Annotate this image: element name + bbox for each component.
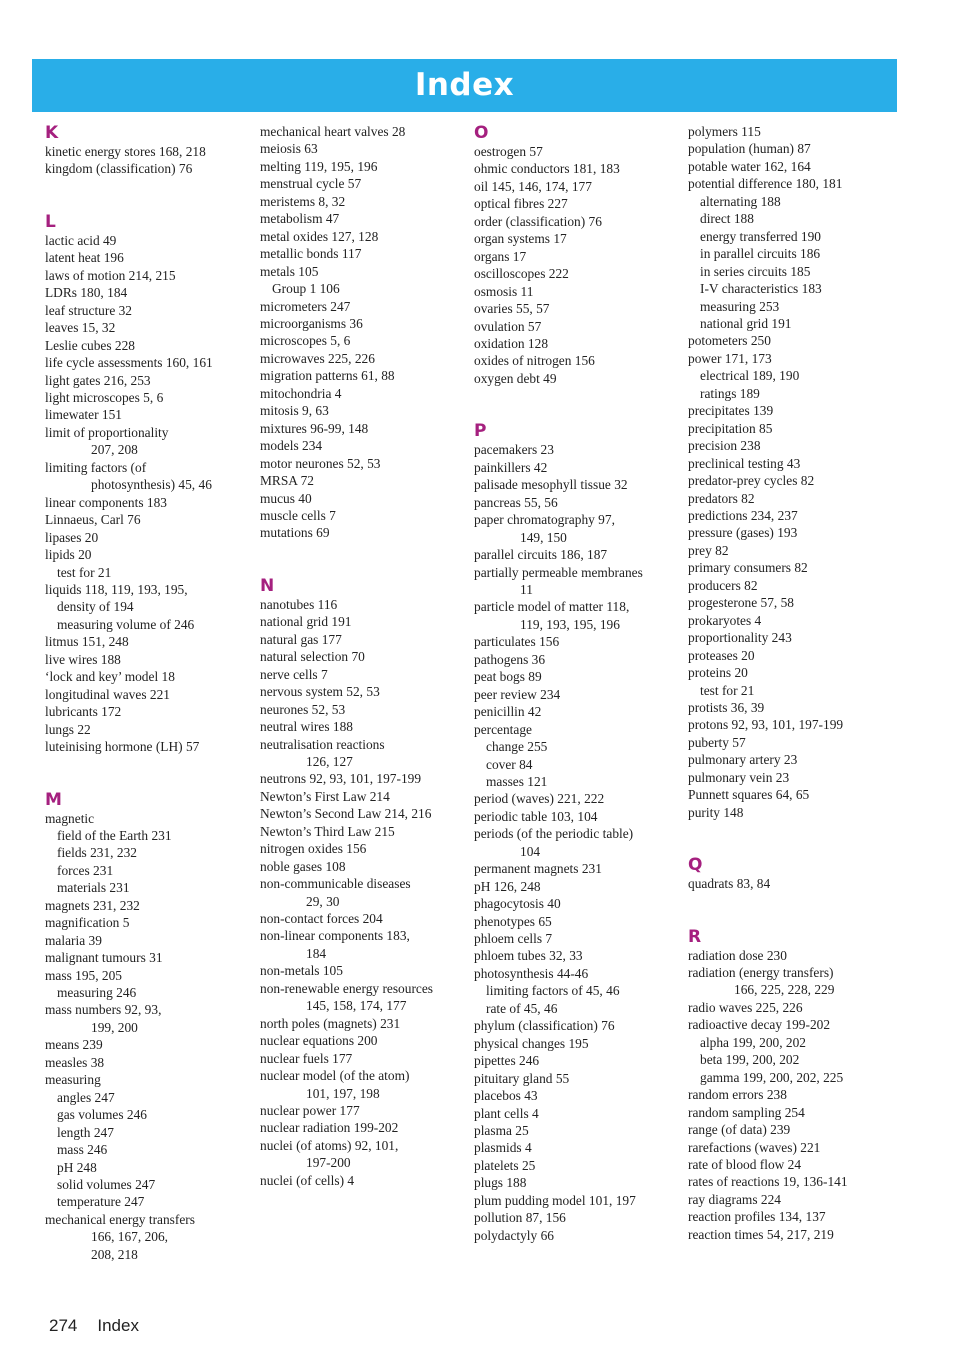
index-entry: laws of motion 214, 215 [45,267,176,283]
index-entry: models 234 [260,438,323,454]
index-entry: micrometers 247 [260,298,351,314]
index-entry: platelets 25 [474,1157,536,1173]
index-entry: measles 38 [45,1054,105,1070]
index-subentry: alpha 199, 200, 202 [700,1034,806,1050]
index-subentry: field of the Earth 231 [57,827,172,843]
index-entry: pulmonary artery 23 [688,752,798,768]
index-entry: migration patterns 61, 88 [260,368,395,384]
index-continuation: 29, 30 [306,893,340,909]
index-entry: peer review 234 [474,686,561,702]
index-subentry: length 247 [57,1124,114,1140]
index-entry: permanent magnets 231 [474,861,602,877]
index-subentry: change 255 [486,739,548,755]
index-entry: organ systems 17 [474,231,567,247]
index-entry: ohmic conductors 181, 183 [474,161,620,177]
index-entry: Leslie cubes 228 [45,337,135,353]
index-entry: preclinical testing 43 [688,455,801,471]
title-banner [32,59,897,112]
index-entry: radioactive decay 199-202 [688,1017,831,1033]
index-entry: non-metals 105 [260,963,343,979]
index-entry: neutral wires 188 [260,719,353,735]
index-entry: non-contact forces 204 [260,911,383,927]
index-entry: rates of reactions 19, 136-141 [688,1174,848,1190]
index-continuation: 208, 218 [91,1246,138,1262]
index-entry: pacemakers 23 [474,442,554,458]
index-subentry: materials 231 [57,880,130,896]
index-entry: limit of proportionality [45,424,169,440]
index-entry: limewater 151 [45,407,122,423]
index-entry: lungs 22 [45,721,91,737]
index-continuation: 104 [520,843,541,859]
index-entry: non-renewable energy resources [260,980,434,996]
index-entry: nitrogen oxides 156 [260,841,367,857]
index-entry: protons 92, 93, 101, 197-199 [688,717,844,733]
index-entry: pulmonary vein 23 [688,769,790,785]
index-entry: rate of blood flow 24 [688,1157,802,1173]
index-subentry: temperature 247 [57,1194,145,1210]
index-entry: mitosis 9, 63 [260,403,329,419]
index-entry: oestrogen 57 [474,144,543,159]
index-entry: meiosis 63 [260,141,318,157]
index-entry: purity 148 [688,804,744,820]
index-entry: malignant tumours 31 [45,950,163,966]
index-entry: mixtures 96-99, 148 [260,420,369,436]
index-entry: Newton’s First Law 214 [260,788,390,804]
index-subentry: mass 246 [57,1142,108,1158]
index-entry: placebos 43 [474,1088,538,1104]
index-entry: nuclear fuels 177 [260,1050,353,1066]
index-entry: linear components 183 [45,494,167,510]
index-entry: neutralisation reactions [260,736,385,752]
index-entry: nervous system 52, 53 [260,684,380,700]
index-entry: ‘lock and key’ model 18 [45,669,175,685]
index-entry: period (waves) 221, 222 [474,791,605,807]
index-entry: north poles (magnets) 231 [260,1015,401,1031]
index-entry: mechanical heart valves 28 [260,124,406,139]
section-gap [688,821,903,855]
index-entry: mass 195, 205 [45,967,122,983]
index-continuation: 145, 158, 174, 177 [306,998,407,1014]
index-column-2 [260,123,465,1189]
index-entry: reaction times 54, 217, 219 [688,1226,834,1242]
index-entry: predictions 234, 237 [688,507,798,523]
index-entry: plugs 188 [474,1175,527,1191]
index-entry: kinetic energy stores 168, 218 [45,144,206,159]
section-gap [45,756,250,790]
index-entry: physical changes 195 [474,1035,589,1051]
index-subentry: Group 1 106 [272,281,340,297]
index-entry: nuclear model (of the atom) [260,1068,410,1084]
index-entry: magnetic [45,810,95,826]
index-entry: progesterone 57, 58 [688,595,794,611]
index-subentry: gas volumes 246 [57,1107,148,1123]
index-subentry: energy transferred 190 [700,228,821,244]
index-entry: natural selection 70 [260,649,365,665]
index-entry: phylum (classification) 76 [474,1018,615,1034]
index-continuation: 166, 167, 206, [91,1229,168,1245]
index-entry: predator-prey cycles 82 [688,473,815,489]
index-subentry: solid volumes 247 [57,1177,156,1193]
index-entry: pollution 87, 156 [474,1210,566,1226]
index-entry: painkillers 42 [474,459,548,475]
section-gap [474,387,679,421]
index-entry: phenotypes 65 [474,913,552,929]
section-gap [45,178,250,212]
index-entry: pH 126, 248 [474,878,541,894]
section-letter: P [474,421,487,442]
index-subentry: limiting factors of 45, 46 [486,983,620,999]
index-entry: range (of data) 239 [688,1122,791,1138]
index-entry: melting 119, 195, 196 [260,158,378,174]
index-entry: periods (of the periodic table) [474,826,634,842]
index-entry: noble gases 108 [260,858,346,874]
section-letter: O [474,123,489,143]
index-entry: producers 82 [688,577,758,593]
index-subentry: angles 247 [57,1089,115,1105]
index-entry: proteases 20 [688,647,755,663]
index-entry: limiting factors (of [45,459,147,475]
index-entry: pituitary gland 55 [474,1070,570,1086]
index-entry: reaction profiles 134, 137 [688,1209,826,1225]
index-entry: LDRs 180, 184 [45,285,128,301]
index-entry: particulates 156 [474,634,560,650]
index-entry: oscilloscopes 222 [474,266,569,282]
index-entry: magnification 5 [45,915,130,931]
index-entry: lubricants 172 [45,704,122,720]
index-entry: pressure (gases) 193 [688,525,798,541]
index-entry: Newton’s Third Law 215 [260,823,395,839]
index-entry: nuclei (of atoms) 92, 101, [260,1137,399,1153]
index-entry: magnets 231, 232 [45,897,140,913]
index-entry: leaves 15, 32 [45,320,116,336]
index-continuation: 197-200 [306,1155,351,1171]
index-entry: live wires 188 [45,651,121,667]
section-letter: R [688,926,702,947]
index-entry: rarefactions (waves) 221 [688,1139,821,1155]
index-continuation: 101, 197, 198 [306,1085,380,1101]
index-entry: MRSA 72 [260,473,314,489]
index-entry: primary consumers 82 [688,560,808,576]
index-entry: means 239 [45,1037,103,1053]
index-entry: oxides of nitrogen 156 [474,353,595,369]
index-entry: mass numbers 92, 93, [45,1002,162,1018]
index-subentry: forces 231 [57,862,114,878]
index-entry: litmus 151, 248 [45,634,129,650]
index-entry: plum pudding model 101, 197 [474,1192,636,1208]
index-continuation: 166, 225, 228, 229 [734,982,835,998]
index-entry: ovulation 57 [474,318,542,334]
index-entry: microscopes 5, 6 [260,333,351,349]
index-entry: oxidation 128 [474,335,549,351]
index-subentry: density of 194 [57,599,134,615]
index-subentry: test for 21 [57,564,112,580]
index-subentry: direct 188 [700,211,754,227]
index-entry: radiation (energy transfers) [688,965,834,981]
index-entry: ray diagrams 224 [688,1191,781,1207]
index-subentry: I-V characteristics 183 [700,281,822,297]
index-entry: polydactyly 66 [474,1227,554,1243]
index-entry: leaf structure 32 [45,302,132,318]
page-footer [49,1316,159,1336]
index-entry: lactic acid 49 [45,232,117,248]
index-entry: radio waves 225, 226 [688,999,803,1015]
index-entry: precision 238 [688,438,761,454]
index-entry: nerve cells 7 [260,666,328,682]
index-entry: liquids 118, 119, 193, 195, [45,581,188,597]
index-entry: parallel circuits 186, 187 [474,547,608,563]
index-entry: meristems 8, 32 [260,193,346,209]
index-entry: microorganisms 36 [260,315,363,331]
index-entry: malaria 39 [45,932,102,948]
index-subentry: measuring volume of 246 [57,616,195,632]
index-entry: mutations 69 [260,525,330,541]
index-entry: light gates 216, 253 [45,372,151,388]
index-entry: ovaries 55, 57 [474,301,550,317]
index-entry: predators 82 [688,490,755,506]
index-entry: precipitation 85 [688,420,773,436]
index-entry: light microscopes 5, 6 [45,389,164,405]
page-number: 274 [49,1316,78,1335]
index-entry: random errors 238 [688,1087,787,1103]
index-entry: puberty 57 [688,734,746,750]
index-entry: national grid 191 [260,614,352,630]
index-entry: latent heat 196 [45,250,124,266]
index-entry: life cycle assessments 160, 161 [45,355,213,371]
index-column-4 [688,123,903,1243]
index-entry: kingdom (classification) 76 [45,161,193,177]
index-entry: nanotubes 116 [260,596,338,612]
index-entry: non-linear components 183, [260,928,410,944]
index-entry: mechanical energy transfers [45,1211,195,1227]
section-gap [688,893,903,927]
index-entry: potable water 162, 164 [688,158,811,174]
index-entry: nuclear equations 200 [260,1033,378,1049]
index-entry: photosynthesis 44-46 [474,965,589,981]
index-entry: metal oxides 127, 128 [260,228,379,244]
index-entry: partially permeable membranes [474,564,643,580]
index-entry: order (classification) 76 [474,213,602,229]
index-entry: muscle cells 7 [260,507,336,523]
index-entry: osmosis 11 [474,283,534,299]
index-subentry: in parallel circuits 186 [700,246,821,262]
index-entry: oil 145, 146, 174, 177 [474,178,592,194]
index-subentry: rate of 45, 46 [486,1000,558,1016]
index-subentry: pH 248 [57,1159,97,1175]
index-entry: radiation dose 230 [688,947,787,963]
index-entry: lipases 20 [45,529,99,545]
section-letter: N [260,575,275,596]
index-entry: longitudinal waves 221 [45,686,170,702]
index-subentry: gamma 199, 200, 202, 225 [700,1069,844,1085]
index-entry: plant cells 4 [474,1105,539,1121]
index-continuation: 207, 208 [91,442,138,458]
index-entry: precipitates 139 [688,403,774,419]
index-entry: palisade mesophyll tissue 32 [474,477,628,493]
index-entry: prey 82 [688,542,729,558]
page-title: Index [414,67,515,103]
index-subentry: national grid 191 [700,315,792,331]
index-subentry: measuring 246 [57,985,137,1001]
index-entry: proteins 20 [688,665,748,681]
index-entry: luteinising hormone (LH) 57 [45,739,200,755]
index-entry: metallic bonds 117 [260,246,362,262]
index-entry: mucus 40 [260,490,312,506]
section-letter: L [45,211,56,232]
index-subentry: fields 231, 232 [57,845,137,861]
index-entry: potometers 250 [688,333,771,349]
index-entry: neutrons 92, 93, 101, 197-199 [260,771,422,787]
index-subentry: electrical 189, 190 [700,368,800,384]
index-subentry: measuring 253 [700,298,780,314]
index-entry: lipids 20 [45,547,92,563]
index-entry: power 171, 173 [688,350,772,366]
index-entry: phagocytosis 40 [474,896,561,912]
index-entry: Punnett squares 64, 65 [688,787,810,803]
index-entry: measuring [45,1072,101,1088]
index-column-3 [474,123,679,1244]
index-entry: organs 17 [474,248,527,264]
index-entry: proportionality 243 [688,630,792,646]
index-subentry: test for 21 [700,682,755,698]
index-entry: oxygen debt 49 [474,370,557,386]
index-entry: non-communicable diseases [260,876,411,892]
index-continuation: 126, 127 [306,753,353,769]
index-entry: nuclear radiation 199-202 [260,1120,399,1136]
index-entry: microwaves 225, 226 [260,350,375,366]
section-gap [260,542,465,576]
index-entry: pipettes 246 [474,1053,540,1069]
index-entry: neurones 52, 53 [260,701,346,717]
index-entry: particle model of matter 118, [474,599,630,615]
index-entry: paper chromatography 97, [474,512,615,528]
index-continuation: 149, 150 [520,529,567,545]
index-subentry: beta 199, 200, 202 [700,1052,800,1068]
index-entry: phloem tubes 32, 33 [474,948,583,964]
index-continuation: photosynthesis) 45, 46 [91,477,212,493]
index-entry: peat bogs 89 [474,669,542,685]
index-entry: percentage [474,721,532,737]
index-entry: potential difference 180, 181 [688,176,843,192]
index-continuation: 119, 193, 195, 196 [520,616,620,632]
index-subentry: ratings 189 [700,385,760,401]
index-entry: natural gas 177 [260,631,342,647]
index-continuation: 199, 200 [91,1019,138,1035]
index-entry: mitochondria 4 [260,385,342,401]
index-continuation: 184 [306,945,327,961]
index-entry: pathogens 36 [474,651,546,667]
index-entry: prokaryotes 4 [688,612,762,628]
index-entry: Linnaeus, Carl 76 [45,512,141,528]
index-entry: nuclei (of cells) 4 [260,1172,355,1188]
index-column-1 [45,123,250,1263]
index-entry: phloem cells 7 [474,931,553,947]
index-subentry: in series circuits 185 [700,263,811,279]
index-subentry: alternating 188 [700,193,781,209]
index-entry: polymers 115 [688,124,761,139]
footer-label: Index [97,1316,139,1335]
index-entry: motor neurones 52, 53 [260,455,381,471]
index-entry: nuclear power 177 [260,1103,360,1119]
index-entry: pancreas 55, 56 [474,494,558,510]
index-entry: population (human) 87 [688,141,811,157]
index-subentry: masses 121 [486,773,548,789]
index-entry: periodic table 103, 104 [474,808,598,824]
section-letter: M [45,789,62,810]
section-letter: K [45,123,59,143]
index-entry: plasmids 4 [474,1140,532,1156]
index-entry: penicillin 42 [474,704,542,720]
index-entry: optical fibres 227 [474,196,568,212]
index-entry: metabolism 47 [260,211,340,227]
index-entry: metals 105 [260,263,319,279]
index-continuation: 11 [520,581,533,597]
index-entry: menstrual cycle 57 [260,176,362,192]
index-subentry: cover 84 [486,756,533,772]
index-entry: protists 36, 39 [688,699,765,715]
section-letter: Q [688,855,703,876]
index-entry: plasma 25 [474,1123,529,1139]
index-entry: Newton’s Second Law 214, 216 [260,806,432,822]
index-entry: quadrats 83, 84 [688,876,771,892]
index-entry: random sampling 254 [688,1104,805,1120]
